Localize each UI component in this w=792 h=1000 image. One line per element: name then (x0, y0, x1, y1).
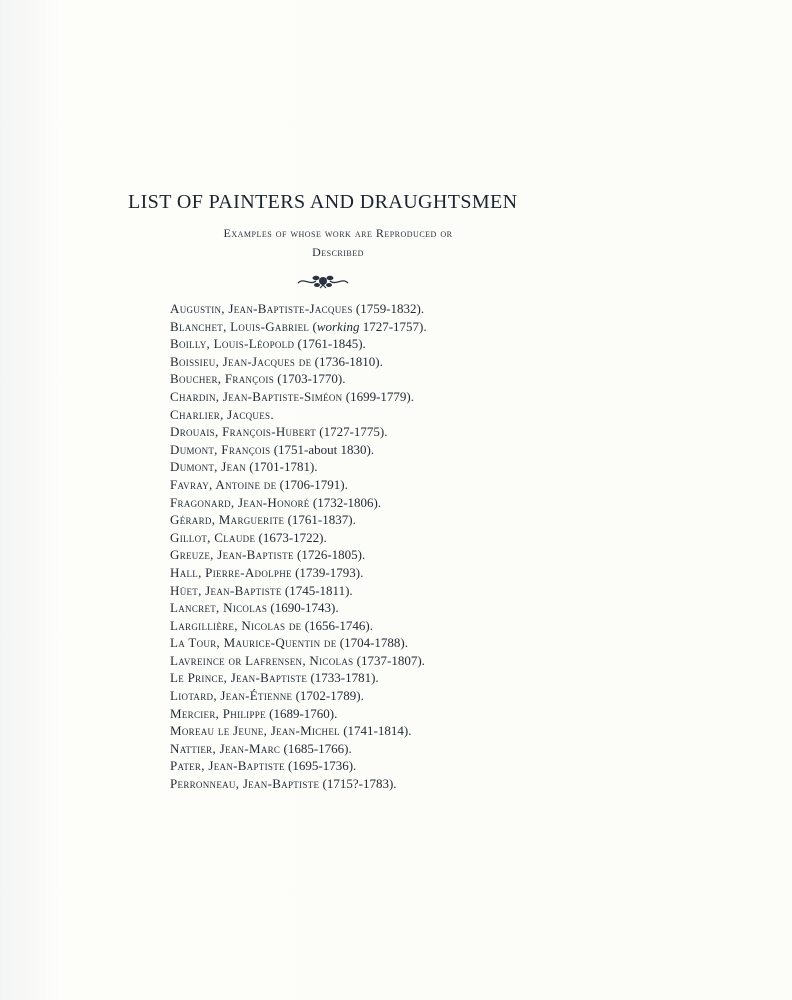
floral-ornament-icon (296, 272, 350, 290)
entry-dates: (1703-1770). (274, 371, 346, 387)
entry-dates: (1701-1781). (246, 459, 318, 475)
entry-dates: (1745-1811). (281, 582, 353, 598)
painter-name: Favray, Antoine de (170, 476, 277, 492)
list-item (170, 740, 610, 758)
painter-name: Chardin, Jean-Baptiste-Siméon (170, 388, 343, 404)
list-item (170, 388, 610, 406)
entry-dates: (1715?-1783). (319, 776, 397, 792)
painter-name: La Tour, Maurice-Quentin de (170, 635, 337, 651)
painter-name: Dumont, François (170, 441, 271, 457)
list-item (170, 458, 610, 476)
entry-dates: (1726-1805). (293, 547, 366, 563)
entry-dates: (1761-1845). (294, 336, 366, 352)
painter-name: Nattier, Jean-Marc (170, 740, 281, 756)
painter-name: Perronneau, Jean-Baptiste (170, 776, 320, 792)
page-title: LIST OF PAINTERS AND DRAUGHTSMEN (128, 191, 518, 213)
painters-list (170, 300, 610, 793)
list-item (170, 669, 610, 687)
entry-dates: (1759-1832). (352, 301, 425, 316)
entry-dates: (1751-about 1830). (270, 441, 375, 457)
entry-dates: (1702-1789). (292, 688, 364, 704)
list-item (170, 687, 610, 705)
entry-dates: ( (309, 318, 317, 334)
painter-name: Dumont, Jean (170, 459, 247, 475)
painter-name: Boucher, François (170, 371, 275, 387)
painter-name: Pater, Jean-Baptiste (170, 758, 285, 774)
entry-dates: (1733-1781). (307, 670, 379, 686)
painter-name: Hall, Pierre-Adolphe (170, 564, 292, 580)
painter-name: Gérard, Marguerite (170, 512, 285, 528)
list-item (170, 335, 610, 353)
painter-name: Blanchet, Louis-Gabriel (170, 318, 310, 334)
list-item (170, 511, 610, 529)
list-item (170, 775, 610, 793)
painter-name: Greuze, Jean-Baptiste (170, 547, 294, 563)
entry-dates: (1689-1760). (265, 705, 338, 721)
entry-dates: (1732-1806). (309, 494, 382, 510)
painter-name: Augustin, Jean-Baptiste-Jacques (170, 301, 353, 316)
painter-name: Boissieu, Jean-Jacques de (170, 353, 312, 369)
painter-name: Drouais, François-Hubert (170, 424, 317, 440)
list-item (170, 582, 610, 600)
entry-dates: (1695-1736). (284, 758, 357, 774)
entry-dates: (1699-1779). (342, 388, 414, 404)
entry-dates: (1739-1793). (291, 564, 364, 580)
list-item (170, 757, 610, 775)
list-item (170, 705, 610, 723)
painter-name: Hüet, Jean-Baptiste (170, 582, 282, 598)
list-item (170, 634, 610, 652)
painter-name: Boilly, Louis-Léopold (170, 336, 295, 352)
list-item (170, 722, 610, 740)
list-item (170, 370, 610, 388)
painter-name: Mercier, Philippe (170, 705, 266, 721)
list-item (170, 599, 610, 617)
painter-name: Lancret, Nicolas (170, 600, 268, 616)
list-item (170, 564, 610, 582)
page-subtitle (128, 224, 548, 262)
entry-dates: (1704-1788). (336, 635, 409, 651)
subtitle-line-2: Described (312, 245, 364, 259)
entry-dates: (1737-1807). (353, 652, 425, 668)
entry-dates-tail: 1727-1757). (359, 318, 427, 334)
list-item (170, 494, 610, 512)
painter-name: Charlier, Jacques. (170, 406, 274, 422)
list-item (170, 529, 610, 547)
entry-note: working (316, 318, 360, 334)
entry-dates: (1727-1775). (316, 424, 388, 440)
entry-dates: (1741-1814). (339, 723, 412, 739)
entry-dates: (1706-1791). (276, 476, 348, 492)
list-item (170, 441, 610, 459)
painter-name: Gillot, Claude (170, 529, 256, 545)
painter-name: Le Prince, Jean-Baptiste (170, 670, 308, 686)
list-item (170, 423, 610, 441)
list-item (170, 476, 610, 494)
list-item (170, 406, 610, 424)
entry-dates: (1690-1743). (267, 600, 339, 616)
subtitle-line-1: Examples of whose work are Reproduced or (223, 226, 453, 240)
entry-dates: (1761-1837). (284, 512, 356, 528)
entry-dates: (1736-1810). (311, 353, 383, 369)
painter-name: Liotard, Jean-Étienne (170, 688, 293, 704)
entry-dates: (1673-1722). (255, 529, 327, 545)
list-item (170, 546, 610, 564)
entry-dates: (1685-1766). (280, 740, 352, 756)
painter-name: Fragonard, Jean-Honoré (170, 494, 310, 510)
list-item (170, 300, 610, 318)
list-item (170, 353, 610, 371)
painter-name: Lavreince or Lafrensen, Nicolas (170, 652, 354, 668)
entry-dates: (1656-1746). (301, 617, 373, 633)
painter-name: Moreau le Jeune, Jean-Michel (170, 723, 340, 739)
list-item (170, 617, 610, 635)
list-item (170, 652, 610, 670)
list-item (170, 318, 610, 336)
painter-name: Largillière, Nicolas de (170, 617, 302, 633)
show-through-ghost (140, 100, 400, 190)
